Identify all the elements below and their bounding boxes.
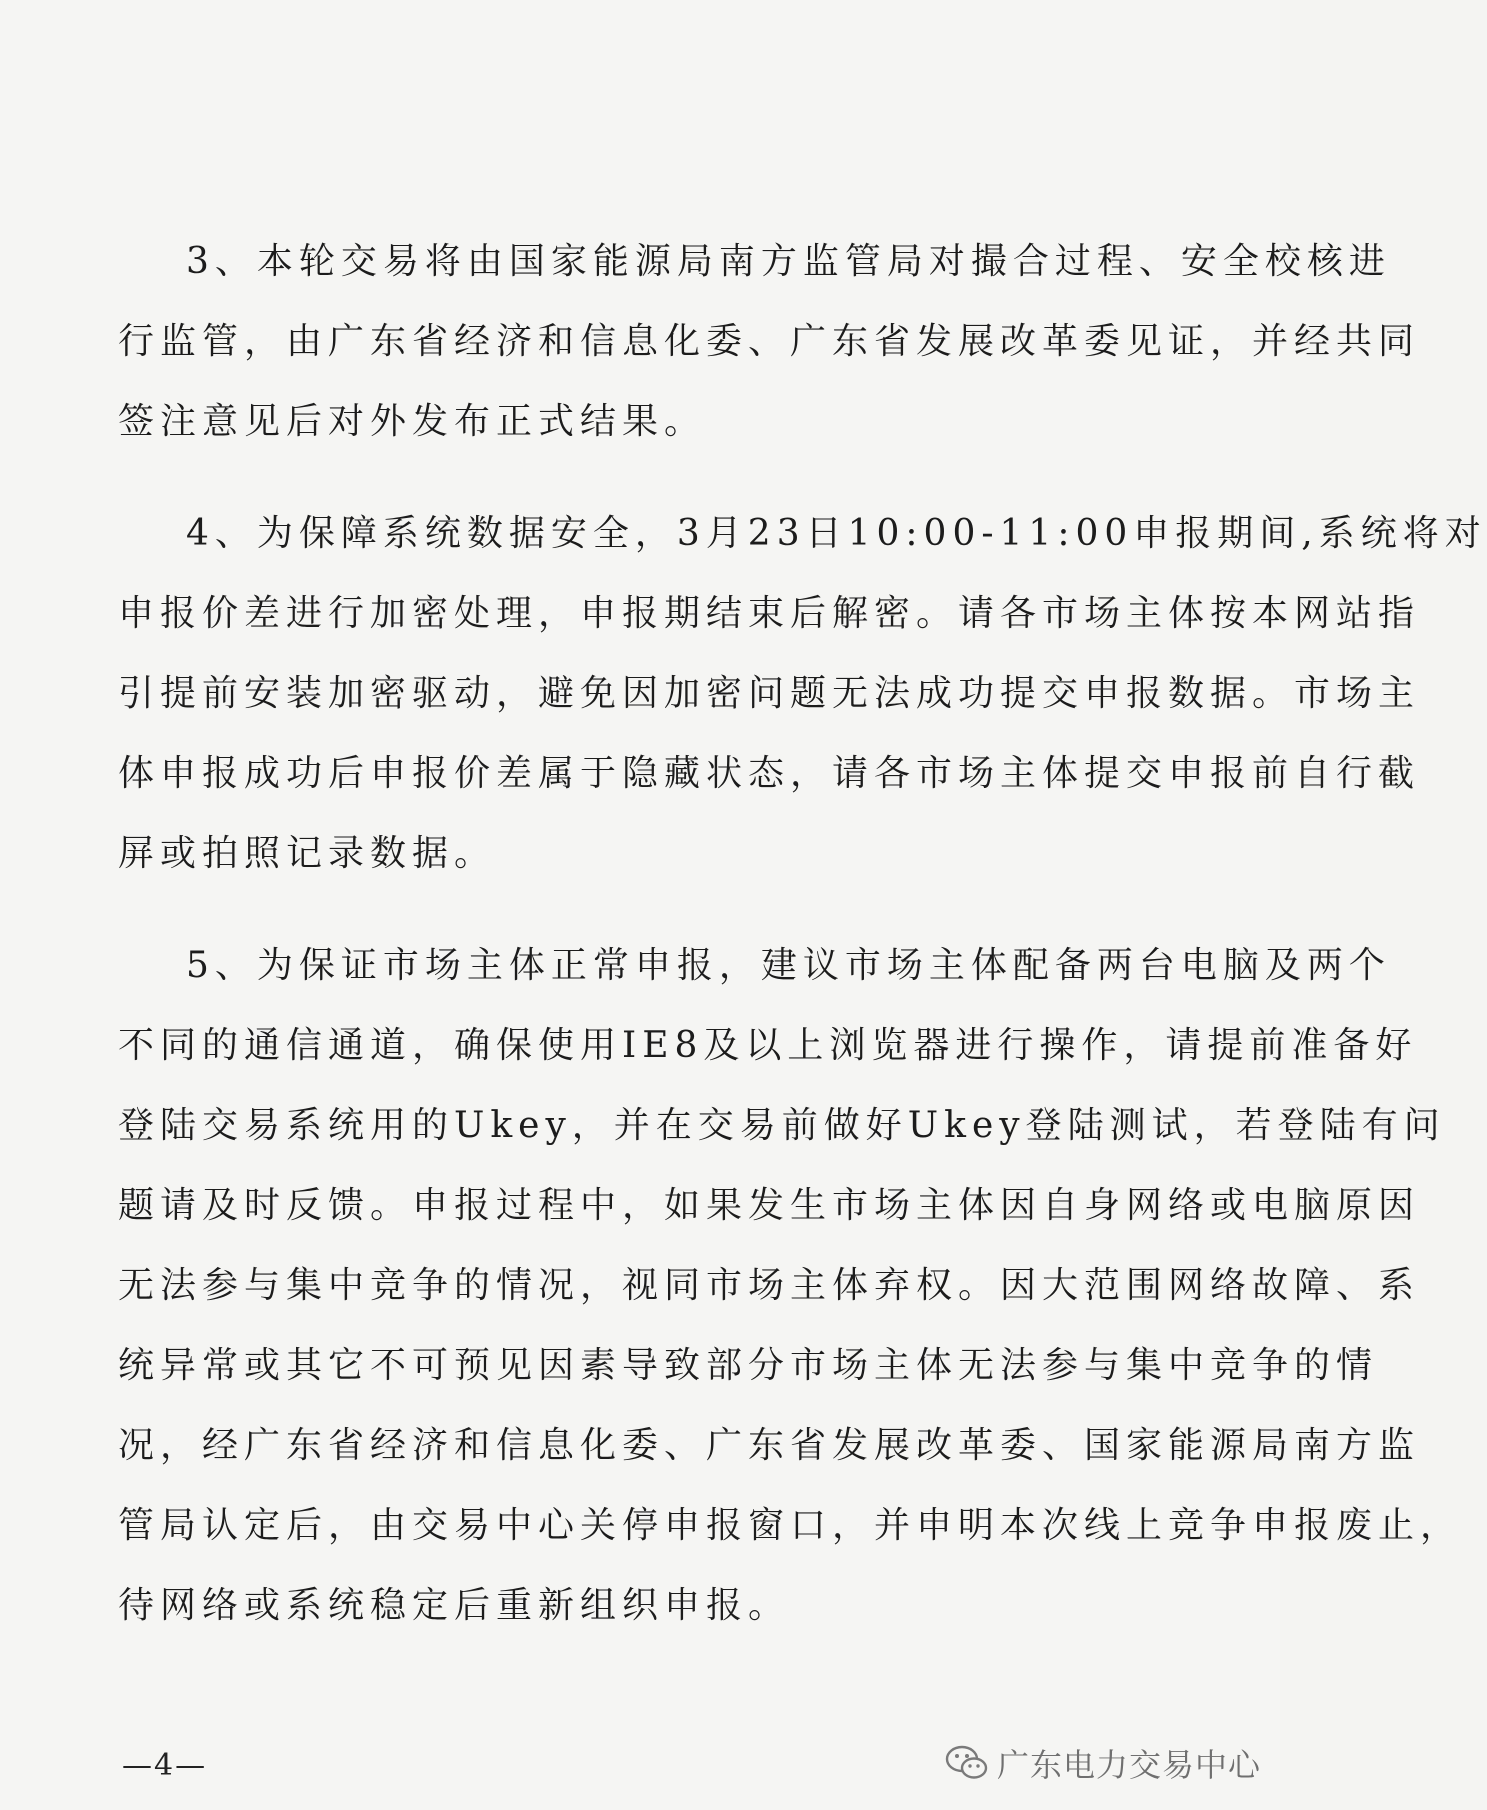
text-line: 签注意见后对外发布正式结果。	[118, 401, 707, 442]
page-number: —4—	[122, 1748, 208, 1783]
text-line: 引提前安装加密驱动，避免因加密问题无法成功提交申报数据。市场主	[118, 673, 1421, 714]
text-line: 4、为保障系统数据安全，3月23日10:00-11:00申报期间,系统将对	[186, 513, 1487, 554]
text-line: 管局认定后，由交易中心关停申报窗口，并申明本次线上竞争申报废止，	[118, 1505, 1463, 1546]
paragraph-5	[118, 926, 1463, 1646]
paragraph-3	[118, 222, 1421, 462]
paragraph-4	[118, 494, 1487, 894]
text-line: 登陆交易系统用的Ukey，并在交易前做好Ukey登陆测试，若登陆有问	[118, 1105, 1446, 1146]
text-line: 不同的通信通道，确保使用IE8及以上浏览器进行操作，请提前准备好	[118, 1025, 1418, 1066]
text-line: 待网络或系统稳定后重新组织申报。	[118, 1585, 791, 1626]
text-line: 5、为保证市场主体正常申报，建议市场主体配备两台电脑及两个	[186, 945, 1391, 986]
text-line: 题请及时反馈。申报过程中，如果发生市场主体因自身网络或电脑原因	[118, 1185, 1421, 1226]
text-line: 况，经广东省经济和信息化委、广东省发展改革委、国家能源局南方监	[118, 1425, 1421, 1466]
text-line: 3、本轮交易将由国家能源局南方监管局对撮合过程、安全校核进	[186, 241, 1391, 282]
watermark-text: 广东电力交易中心	[997, 1746, 1262, 1784]
text-line: 屏或拍照记录数据。	[118, 833, 497, 874]
text-line: 无法参与集中竞争的情况，视同市场主体弃权。因大范围网络故障、系	[118, 1265, 1421, 1306]
text-line: 申报价差进行加密处理，申报期结束后解密。请各市场主体按本网站指	[118, 593, 1421, 634]
wechat-icon	[945, 1743, 989, 1783]
text-line: 统异常或其它不可预见因素导致部分市场主体无法参与集中竞争的情	[118, 1345, 1379, 1386]
document-body	[118, 222, 1487, 1678]
text-line: 体申报成功后申报价差属于隐藏状态，请各市场主体提交申报前自行截	[118, 753, 1421, 794]
watermark	[945, 1740, 1261, 1786]
text-line: 行监管，由广东省经济和信息化委、广东省发展改革委见证，并经共同	[118, 321, 1421, 362]
